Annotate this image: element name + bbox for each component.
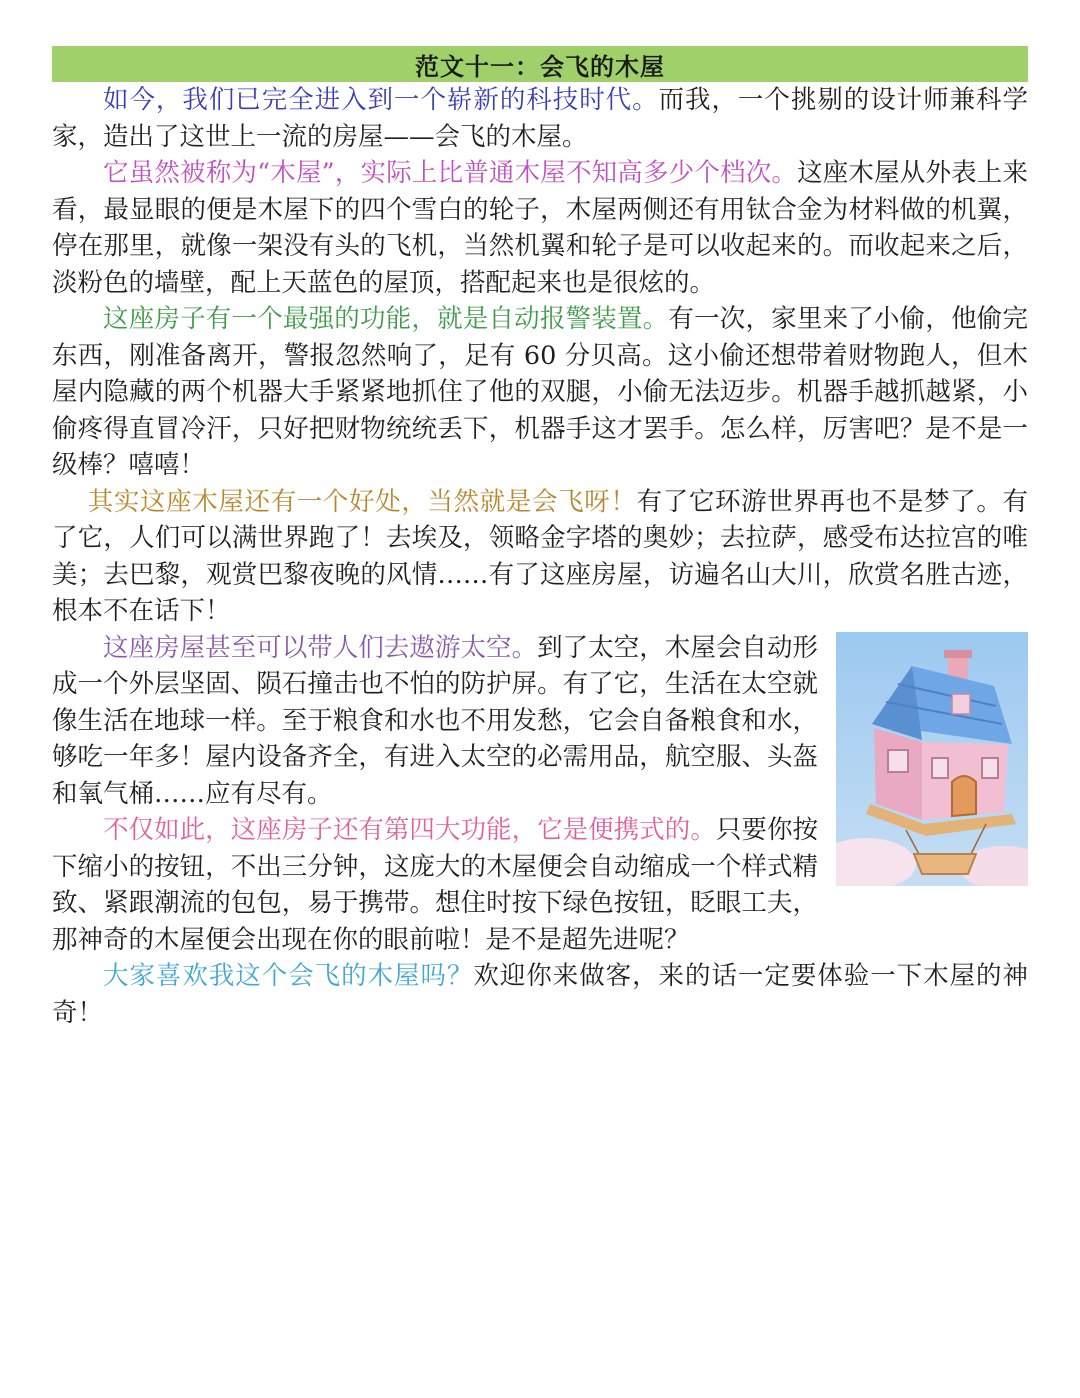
- paragraph-2: [52, 155, 1028, 301]
- paragraph-2-text: 这座木屋从外表上来看，最显眼的便是木屋下的四个雪白的轮子，木屋两侧还有用钛合金为材料做的机翼，停在那里，就像一架没有头的飞机，当然机翼和轮子是可以收起来的。而收起来之后，淡粉色的墙壁，配上天蓝色的屋顶，搭配起来也是很炫的。: [52, 158, 1028, 298]
- paragraph-6-highlight: 不仅如此，这座房子还有第四大功能，它是便携式的。: [103, 815, 716, 845]
- page-title: 范文十一：会飞的木屋: [415, 52, 665, 81]
- paragraph-4-text: 有了它环游世界再也不是梦了。有了它，人们可以满世界跑了！去埃及，领略金字塔的奥妙；去拉萨，感受布达拉宫的唯美；去巴黎，观赏巴黎夜晚的风情……有了这座房屋，访遍名山大川，欣赏名胜古迹，根本不在话下！: [52, 486, 1028, 626]
- paragraph-2-highlight: 它虽然被称为“木屋”，实际上比普通木屋不知高多少个档次。: [103, 158, 798, 188]
- paragraph-7-text: 欢迎你来做客，来的话一定要体验一下木屋的神奇！: [52, 961, 1028, 1028]
- paragraph-5-highlight: 这座房屋甚至可以带人们去遨游太空。: [103, 632, 538, 663]
- paragraph-1: [52, 82, 1028, 155]
- flying-wooden-house-picture: [836, 632, 1028, 886]
- essay-body: [52, 82, 1028, 1031]
- paragraph-7: [52, 958, 1028, 1031]
- paragraph-4-highlight: 其实这座木屋还有一个好处，当然就是会飞呀！: [87, 486, 637, 517]
- paragraph-3-text: 有一次，家里来了小偷，他偷完东西，刚准备离开，警报忽然响了，足有 60 分贝高。这小偷还想带着财物跑人，但木屋内隐藏的两个机器大手紧紧地抓住了他的双腿，小偷无法迈步。机器手越抓越紧，小偷疼得直冒冷汗，只好把财物统统丢下，机器手这才罢手。怎么样，厉害吧？是不是一级棒？嘻嘻！: [52, 304, 1028, 480]
- paragraph-3-highlight: 这座房子有一个最强的功能，就是自动报警装置。: [103, 304, 669, 334]
- paragraph-4: [52, 484, 1028, 630]
- paragraph-1-highlight: 如今，我们已完全进入到一个崭新的科技时代。: [103, 85, 659, 115]
- paragraph-1-text: 而我，一个挑剔的设计师兼科学家，造出了这世上一流的房屋——会飞的木屋。: [52, 85, 1028, 152]
- title-banner: [52, 46, 1028, 82]
- paragraph-3: [52, 301, 1028, 484]
- paragraph-5-text: 到了太空，木屋会自动形成一个外层坚固、陨石撞击也不怕的防护屏。有了它，生活在太空就像生活在地球一样。至于粮食和水也不用发愁，它会自备粮食和水，够吃一年多！屋内设备齐全，有进入太空的必需用品，航空服、头盔和氧气桶……应有尽有。: [52, 632, 818, 809]
- paragraph-7-highlight: 大家喜欢我这个会飞的木屋吗？: [103, 961, 474, 991]
- paragraph-6-text: 只要你按下缩小的按钮，不出三分钟，这庞大的木屋便会自动缩成一个样式精致、紧跟潮流的包包，易于携带。想住时按下绿色按钮，眨眼工夫，那神奇的木屋便会出现在你的眼前啦！是不是超先进呢？: [52, 815, 818, 955]
- flying-house-illustration: [836, 632, 1028, 886]
